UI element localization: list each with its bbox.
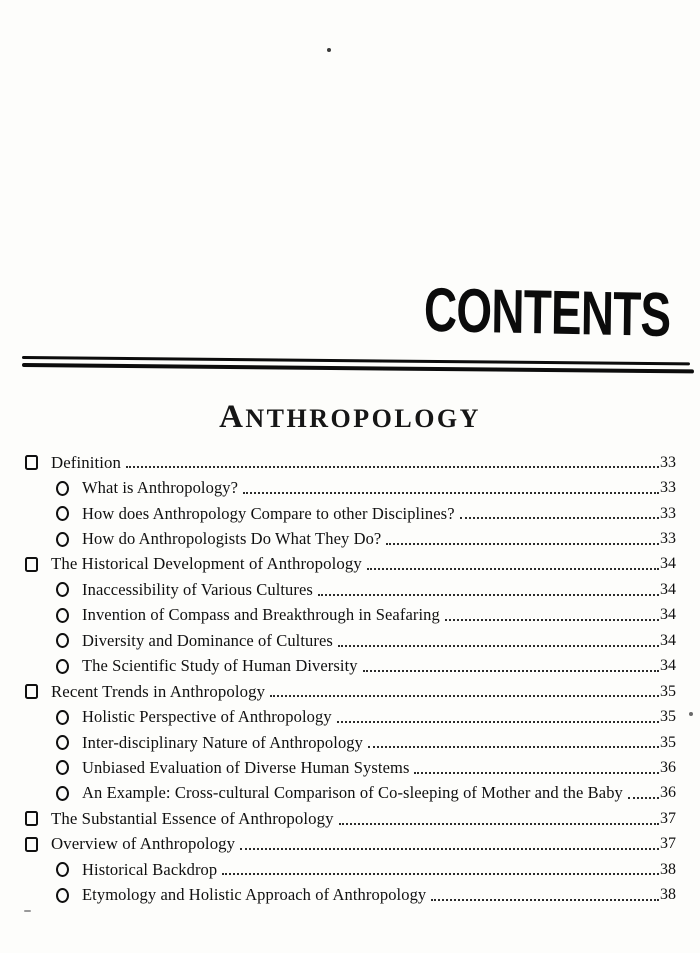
toc-entry-label: Recent Trends in Anthropology — [51, 681, 266, 701]
dotted-leader — [460, 517, 659, 519]
toc-entry — [0, 806, 676, 831]
dotted-leader — [338, 645, 659, 647]
toc-entry — [0, 501, 676, 526]
toc-entry-page: 34 — [660, 580, 676, 598]
toc-entry-page: 33 — [660, 504, 676, 522]
toc-entry-page: 33 — [660, 453, 676, 471]
toc-entry-page: 35 — [660, 733, 676, 751]
dotted-leader — [431, 899, 659, 901]
dotted-leader — [414, 772, 659, 774]
dotted-leader — [270, 695, 659, 697]
toc-entry-label: Unbiased Evaluation of Diverse Human Systems — [82, 757, 410, 777]
toc-entry-page: 34 — [660, 606, 676, 624]
circle-bullet-icon — [56, 633, 69, 648]
dotted-leader — [318, 594, 659, 596]
toc-entry — [0, 526, 676, 551]
circle-bullet-icon — [56, 735, 69, 750]
scan-speck — [24, 910, 31, 912]
toc-entry — [0, 832, 676, 857]
toc-entry-label: The Scientific Study of Human Diversity — [82, 656, 358, 676]
toc-entry-page: 34 — [660, 555, 676, 573]
toc-entry-page: 36 — [660, 758, 676, 776]
circle-bullet-icon — [56, 710, 69, 725]
dotted-leader — [367, 568, 659, 570]
toc-entry — [0, 475, 676, 500]
toc-entry-label: The Historical Development of Anthropology — [51, 554, 362, 574]
toc-entry-page: 38 — [660, 886, 676, 904]
toc-entry-label: Inter-disciplinary Nature of Anthropology — [82, 732, 363, 752]
circle-bullet-icon — [56, 659, 69, 674]
toc-entry-label: Overview of Anthropology — [51, 834, 236, 854]
square-bullet-icon — [25, 455, 38, 470]
toc-entry-page: 34 — [660, 657, 676, 675]
section-heading: ANTHROPOLOGY — [219, 399, 481, 435]
dotted-leader — [445, 619, 659, 621]
dotted-leader — [339, 823, 659, 825]
toc-entry-label: Holistic Perspective of Anthropology — [82, 707, 332, 727]
toc-entry-label: Invention of Compass and Breakthrough in Seafaring — [82, 605, 440, 625]
square-bullet-icon — [25, 837, 38, 852]
toc-entry-label: Inaccessibility of Various Cultures — [82, 579, 313, 599]
square-bullet-icon — [25, 684, 38, 699]
toc-entry — [0, 704, 676, 729]
dotted-leader — [363, 670, 659, 672]
double-rule-bottom — [22, 363, 694, 373]
circle-bullet-icon — [56, 532, 69, 547]
toc-entry-page: 35 — [660, 682, 676, 700]
dotted-leader — [240, 848, 659, 850]
scan-speck — [689, 712, 693, 716]
toc-entry-page: 33 — [660, 530, 676, 548]
toc-entry — [0, 552, 676, 577]
toc-entry-page: 37 — [660, 809, 676, 827]
circle-bullet-icon — [56, 608, 69, 623]
toc-entry — [0, 628, 676, 653]
toc-entry-page: 36 — [660, 784, 676, 802]
toc-entry — [0, 679, 676, 704]
circle-bullet-icon — [56, 862, 69, 877]
toc-entry-label: What is Anthropology? — [82, 478, 239, 498]
toc-entry — [0, 603, 676, 628]
toc-entry-label: An Example: Cross-cultural Comparison of Co-sleeping of Mother and the Baby — [82, 783, 623, 803]
toc-entry-label: Historical Backdrop — [82, 859, 218, 879]
toc-entry-label: The Substantial Essence of Anthropology — [51, 808, 334, 828]
toc-list — [0, 450, 700, 908]
circle-bullet-icon — [56, 582, 69, 597]
toc-entry — [0, 882, 676, 907]
circle-bullet-icon — [56, 786, 69, 801]
dotted-leader — [368, 746, 659, 748]
circle-bullet-icon — [56, 760, 69, 775]
dotted-leader — [126, 466, 659, 468]
toc-entry — [0, 781, 676, 806]
scan-speck — [327, 48, 331, 52]
toc-entry — [0, 577, 676, 602]
circle-bullet-icon — [56, 481, 69, 496]
toc-entry-page: 38 — [660, 860, 676, 878]
toc-entry-label: How do Anthropologists Do What They Do? — [82, 529, 382, 549]
toc-entry — [0, 755, 676, 780]
square-bullet-icon — [25, 557, 38, 572]
toc-entry-page: 35 — [660, 708, 676, 726]
circle-bullet-icon — [56, 888, 69, 903]
dotted-leader — [628, 797, 659, 799]
square-bullet-icon — [25, 811, 38, 826]
toc-entry — [0, 450, 676, 475]
toc-entry — [0, 654, 676, 679]
toc-entry-label: How does Anthropology Compare to other Disciplines? — [82, 503, 455, 523]
toc-entry-page: 34 — [660, 631, 676, 649]
toc-entry-page: 37 — [660, 835, 676, 853]
dotted-leader — [386, 543, 659, 545]
toc-entry-label: Etymology and Holistic Approach of Anthropology — [82, 885, 427, 905]
dotted-leader — [222, 873, 659, 875]
dotted-leader — [337, 721, 659, 723]
toc-entry-label: Definition — [51, 452, 121, 472]
circle-bullet-icon — [56, 506, 69, 521]
dotted-leader — [243, 492, 659, 494]
toc-entry-label: Diversity and Dominance of Cultures — [82, 630, 333, 650]
page-title: CONTENTS — [423, 275, 671, 350]
toc-entry — [0, 730, 676, 755]
toc-entry — [0, 857, 676, 882]
toc-entry-page: 33 — [660, 479, 676, 497]
